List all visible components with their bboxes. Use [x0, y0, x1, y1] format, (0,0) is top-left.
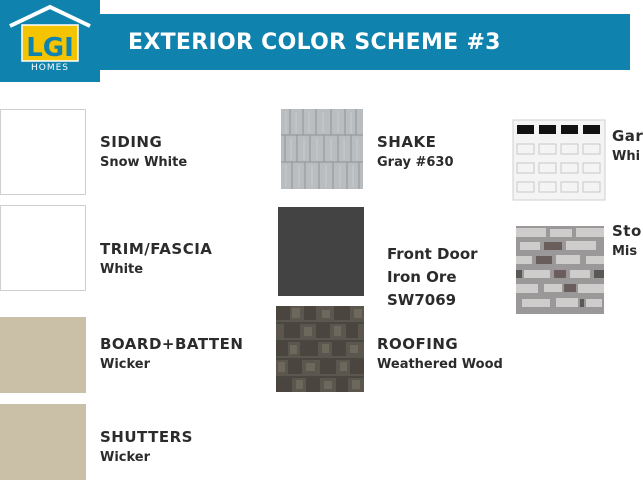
- logo-subtext: HOMES: [30, 63, 70, 73]
- siding-value: Snow White: [100, 155, 188, 170]
- board-batten-value: Wicker: [100, 357, 151, 372]
- front-door-swatch: [278, 207, 364, 296]
- front-door-color: Iron Ore: [387, 268, 457, 286]
- board-batten-label: [100, 335, 243, 372]
- board-batten-swatch: [0, 317, 86, 393]
- front-door-label: [387, 243, 478, 312]
- board-batten-title: BOARD+BATTEN: [100, 335, 244, 353]
- stone-value: Mis: [612, 244, 638, 259]
- garage-title: Gar: [612, 127, 643, 145]
- siding-swatch: [0, 109, 86, 195]
- trim-label: [100, 240, 212, 277]
- stone-label: [612, 222, 642, 259]
- roofing-value: Weathered Wood: [377, 357, 503, 372]
- shake-value: Gray #630: [377, 155, 454, 170]
- shutters-label: [100, 428, 193, 465]
- page-title: EXTERIOR COLOR SCHEME #3: [100, 14, 630, 70]
- lgi-homes-logo: [0, 0, 100, 82]
- shutters-swatch: [0, 404, 86, 480]
- roofing-title: ROOFING: [377, 335, 459, 353]
- shutters-value: Wicker: [100, 450, 151, 465]
- garage-value: Whi: [612, 149, 641, 164]
- shake-shingle-swatch: [281, 109, 363, 189]
- stone-swatch: [516, 226, 604, 314]
- front-door-code: SW7069: [387, 291, 457, 309]
- stone-title: Sto: [612, 222, 642, 240]
- trim-title: TRIM/FASCIA: [100, 240, 213, 258]
- shake-title: SHAKE: [377, 133, 437, 151]
- roofing-label: [377, 335, 503, 372]
- shake-label: [377, 133, 453, 170]
- siding-label: [100, 133, 187, 170]
- siding-title: SIDING: [100, 133, 163, 151]
- shutters-title: SHUTTERS: [100, 428, 193, 446]
- front-door-title: Front Door: [387, 245, 478, 263]
- trim-swatch: [0, 205, 86, 291]
- roofing-shingle-swatch: [276, 306, 364, 392]
- garage-door-swatch: [513, 120, 605, 200]
- trim-value: White: [100, 262, 144, 277]
- logo-text: LGI: [26, 33, 74, 63]
- garage-label: [612, 127, 643, 164]
